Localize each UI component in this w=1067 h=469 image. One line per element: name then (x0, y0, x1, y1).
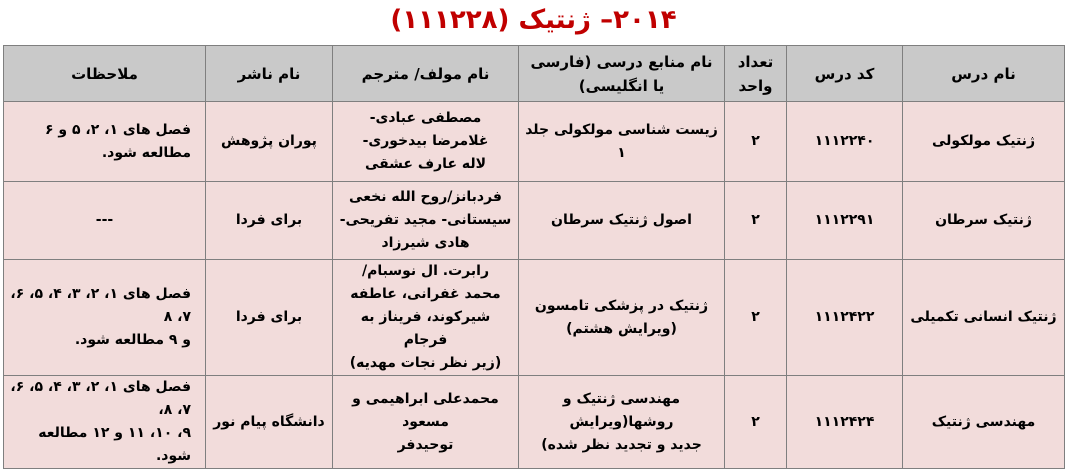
cell-units: ۲ (725, 182, 787, 260)
table-row (4, 182, 1065, 260)
header-units: تعداد واحد (725, 46, 787, 102)
header-course-name: نام درس (903, 46, 1065, 102)
cell-notes: فصل های ۱، ۲، ۳، ۴، ۵، ۶، ۷، ۸ و ۹ مطالعه شود. (4, 260, 206, 376)
cell-course-name: ژنتیک سرطان (903, 182, 1065, 260)
cell-publisher: پوران پژوهش (206, 102, 333, 182)
page-title: ۲۰۱۴– ژنتیک (۱۱۱۲۲۸) (390, 5, 677, 35)
header-row (4, 46, 1065, 102)
header-publisher: نام ناشر (206, 46, 333, 102)
cell-course-code: ۱۱۱۲۴۲۲ (787, 260, 903, 376)
header-authors: نام مولف/ مترجم (333, 46, 519, 102)
cell-publisher: برای فردا (206, 182, 333, 260)
cell-sources: زیست شناسی مولکولی جلد ۱ (519, 102, 725, 182)
table-row (4, 376, 1065, 469)
cell-units: ۲ (725, 260, 787, 376)
table-row (4, 102, 1065, 182)
cell-sources: اصول ژنتیک سرطان (519, 182, 725, 260)
cell-notes: --- (4, 182, 206, 260)
course-table (3, 45, 1065, 469)
cell-course-name: ژنتیک مولکولی (903, 102, 1065, 182)
cell-authors: رابرت. ال نوسبام/ محمد غفرانی، عاطفه شیرکوند، فریناز به فرجام (زیر نظر نجات مهدیه) (333, 260, 519, 376)
header-notes: ملاحظات (4, 46, 206, 102)
cell-publisher: برای فردا (206, 260, 333, 376)
header-course-code: کد درس (787, 46, 903, 102)
cell-course-name: ژنتیک انسانی تکمیلی (903, 260, 1065, 376)
cell-course-name: مهندسی ژنتیک (903, 376, 1065, 469)
cell-notes: فصل های ۱، ۲، ۵ و ۶ مطالعه شود. (4, 102, 206, 182)
cell-authors: فردبانز/روح الله نخعی سیستانی- مجید تفریحی- هادی شیرزاد (333, 182, 519, 260)
cell-course-code: ۱۱۱۲۲۹۱ (787, 182, 903, 260)
cell-units: ۲ (725, 102, 787, 182)
table-row (4, 260, 1065, 376)
cell-sources: ژنتیک در پزشکی تامسون (ویرایش هشتم) (519, 260, 725, 376)
header-sources: نام منابع درسی (فارسی یا انگلیسی) (519, 46, 725, 102)
cell-course-code: ۱۱۱۲۴۲۴ (787, 376, 903, 469)
cell-authors: مصطفی عبادی- غلامرضا بیدخوری- لاله عارف عشقی (333, 102, 519, 182)
cell-units: ۲ (725, 376, 787, 469)
cell-authors: محمدعلی ابراهیمی و مسعود توحیدفر (333, 376, 519, 469)
cell-sources: مهندسی ژنتیک و روشها(ویرایش جدید و تجدید نظر شده) (519, 376, 725, 469)
cell-notes: فصل های ۱، ۲، ۳، ۴، ۵، ۶، ۷، ۸، ۹، ۱۰، ۱۱ و ۱۲ مطالعه شود. (4, 376, 206, 469)
cell-publisher: دانشگاه پیام نور (206, 376, 333, 469)
cell-course-code: ۱۱۱۲۲۴۰ (787, 102, 903, 182)
